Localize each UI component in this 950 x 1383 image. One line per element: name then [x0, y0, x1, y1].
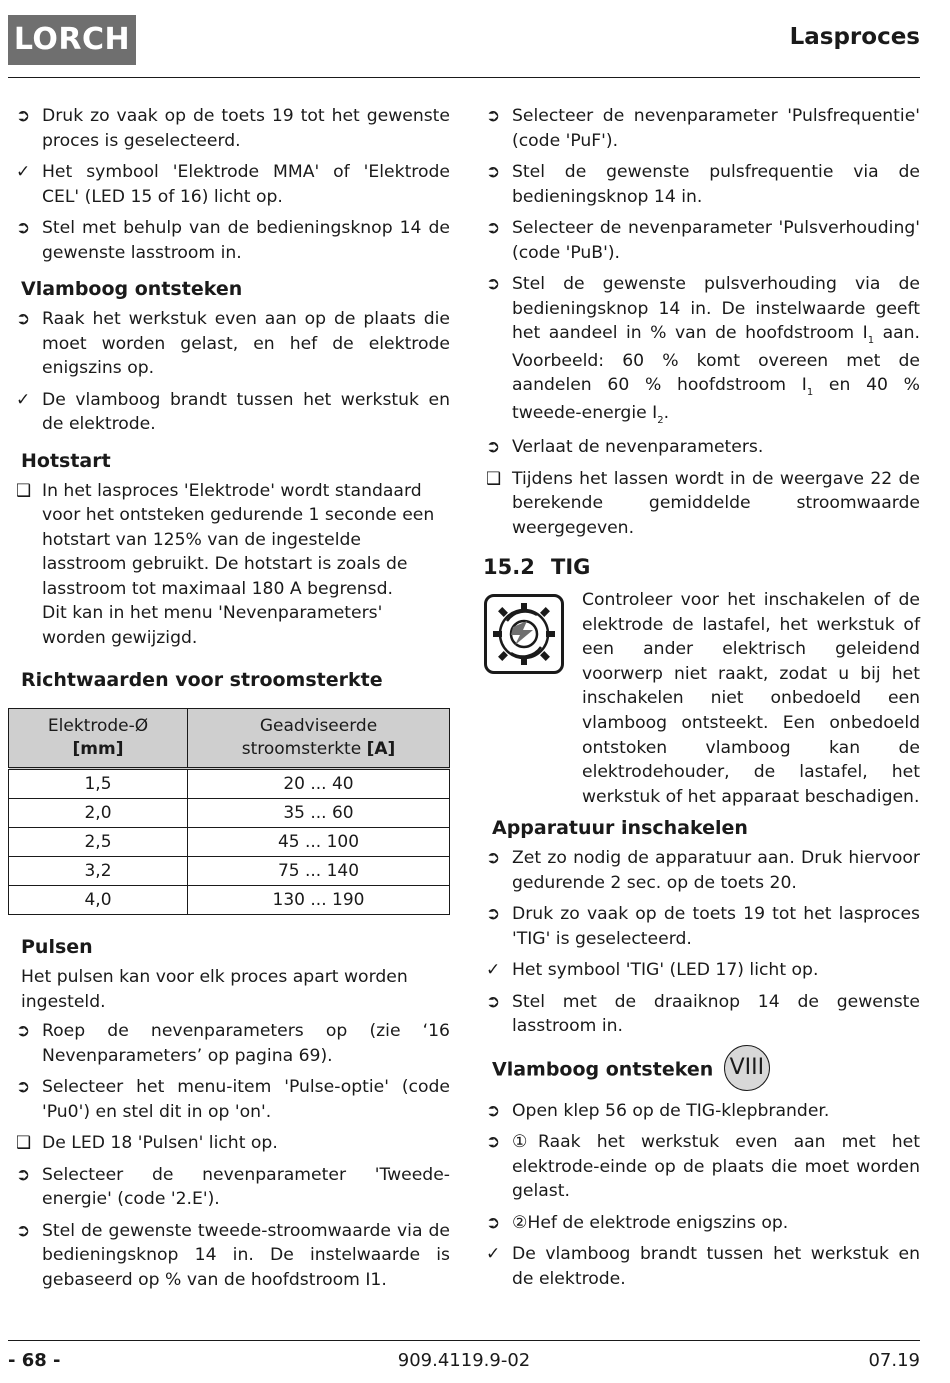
list-item [486, 902, 920, 951]
footer-divider [8, 1340, 920, 1341]
table-row [9, 886, 450, 915]
checkbox-icon: ❑ [486, 468, 502, 489]
list-item-text: Selecteer het menu-item 'Pulse-optie' (code 'Pu0') en stel dit in op 'on'. [42, 1077, 450, 1122]
list-item [16, 307, 450, 381]
list-item-text: Selecteer de nevenparameter 'Pulsverhouding' (code 'PuB'). [512, 218, 920, 263]
arrow-icon: ➲ [16, 309, 31, 329]
table-row [9, 857, 450, 886]
vlamboog-list [16, 307, 450, 437]
arrow-icon: ➲ [16, 106, 31, 126]
left-column [16, 104, 450, 1299]
list-item-text: Verlaat de nevenparameters. [512, 437, 764, 457]
list-item [486, 1211, 920, 1236]
list-item [16, 1219, 450, 1293]
list-item [16, 1163, 450, 1212]
viii-badge: VIII [724, 1045, 770, 1091]
table-cell-current: 130 ... 190 [188, 886, 450, 915]
list-item [486, 1242, 920, 1291]
check-icon: ✓ [16, 389, 31, 410]
page-header [8, 14, 920, 78]
table-cell-current: 20 ... 40 [188, 769, 450, 799]
heading-vlamboog-ontsteken: Vlamboog ontsteken [21, 278, 243, 300]
list-item-text: Het symbool 'TIG' (LED 17) licht op. [512, 960, 819, 980]
lorch-logo: LORCH [8, 15, 136, 65]
list-item [486, 1130, 920, 1204]
table-cell-diameter: 3,2 [9, 857, 188, 886]
list-item-text: Stel met de draaiknop 14 de gewenste lasstroom in. [512, 991, 920, 1036]
list-item [16, 1075, 450, 1124]
list-item [486, 104, 920, 153]
checkbox-icon: ❑ [16, 480, 32, 501]
right-column [483, 104, 921, 1298]
list-item [486, 1099, 920, 1124]
list-item [486, 160, 920, 209]
table-cell-diameter: 4,0 [9, 886, 188, 915]
table-header-current: Geadviseerde stroomsterkte [A] [188, 709, 450, 769]
puls2-list [486, 435, 920, 540]
heading-apparatuur: Apparatuur inschakelen [492, 817, 748, 839]
list-item-text: Druk zo vaak op de toets 19 tot het gewenste proces is geselecteerd. [42, 106, 450, 151]
list-item-text: Tijdens het lassen wordt in de weergave 22 de berekende gemiddelde stroomwaarde weergegeven. [512, 468, 920, 538]
check-icon: ✓ [16, 162, 31, 182]
list-item [16, 160, 450, 209]
list-item-text: ②Hef de elektrode enigszins op. [512, 1212, 789, 1233]
list-item-text: Zet zo nodig de apparatuur aan. Druk hiervoor gedurende 2 sec. op de toets 20. [512, 848, 920, 893]
list-item-text: Selecteer de nevenparameter 'Pulsfrequentie' (code 'PuF'). [512, 106, 920, 151]
list-item-text: Stel de gewenste pulsfrequentie via de bedieningsknop 14 in. [512, 162, 920, 207]
arrow-icon: ➲ [486, 848, 501, 868]
list-item [16, 1019, 450, 1068]
list-item-text: Selecteer de nevenparameter 'Tweede-energie' (code '2.E'). [42, 1164, 450, 1209]
arrow-icon: ➲ [16, 1021, 31, 1041]
arrow-icon: ➲ [486, 991, 501, 1012]
table-row [9, 769, 450, 799]
table-body [9, 769, 450, 915]
page-number: - 68 - [8, 1350, 61, 1371]
pulsverhouding-item: ➲ Stel de gewenste pulsverhouding via de bedieningsknop 14 in. De instelwaarde geeft het aandeel in % van de hoofdstroom $I_1$ aan. Voorbeeld: 60 % komt overeen met de aandelen 60 % hoofdstroom $I_1$ en 40 % tweede-energie $I_2$. [486, 274, 921, 426]
document-date: 07.19 [868, 1350, 920, 1371]
list-item-text: Raak het werkstuk even aan op de plaats die moet worden gelast, en hef de elektrode enigszins op. [42, 309, 450, 378]
heading-hotstart: Hotstart [21, 449, 111, 472]
list-item [16, 388, 450, 437]
table-cell-current: 35 ... 60 [188, 799, 450, 828]
arrow-icon: ➲ [486, 1212, 501, 1233]
list-item-text: De LED 18 'Pulsen' licht op. [42, 1133, 278, 1153]
arrow-icon: ➲ [16, 1220, 31, 1241]
arrow-icon: ➲ [16, 218, 31, 238]
hotstart-text-1: In het lasproces 'Elektrode' wordt standaard voor het ontsteken gedurende 1 seconde een hotstart van 125% van de ingestelde lasstroom gebruikt. De hotstart is zoals de lasstroom tot maximaal 180 A begrensd. [42, 480, 435, 599]
list-item [486, 216, 920, 265]
page-title: Lasproces [789, 24, 920, 50]
list-item-text: De vlamboog brandt tussen het werkstuk en de elektrode. [42, 389, 450, 434]
list-item [16, 216, 450, 265]
arrow-icon: ➲ [486, 274, 501, 294]
hotstart-text-2: Dit kan in het menu 'Nevenparameters' worden gewijzigd. [42, 603, 383, 648]
list-item [486, 990, 920, 1039]
apparatuur-list [486, 846, 920, 1039]
arrow-icon: ➲ [16, 1077, 31, 1097]
list-item [486, 467, 920, 541]
section-number: 15.2 [483, 555, 535, 579]
pulsen-intro: Het pulsen kan voor elk proces apart worden ingesteld. [21, 967, 408, 1012]
list-item [486, 846, 920, 895]
list-item-text: Druk zo vaak op de toets 19 tot het lasproces 'TIG' is geselecteerd. [512, 904, 920, 949]
hotstart-item [16, 479, 450, 651]
table-cell-current: 45 ... 100 [188, 828, 450, 857]
list-item [486, 435, 920, 460]
section-title: TIG [551, 555, 591, 579]
warning-text: Controleer voor het inschakelen of de elektrode de lastafel, het werkstuk of een ander elektrisch geleidend voorwerp niet raakt, zodat u bij het inschakelen niet onbedoeld een vlamboog ontsteekt. Een onbedoeld ontstoken vlamboog kan de elektrodehouder, de lastafel, het werkstuk of het apparaat beschadigen. [582, 590, 920, 807]
arrow-icon: ➲ [486, 162, 501, 182]
list-item-text: Open klep 56 op de TIG-klepbrander. [512, 1100, 830, 1121]
list-item-text: Stel de gewenste tweede-stroomwaarde via de bedieningsknop 14 in. De instelwaarde is gebaseerd op % van de hoofdstroom I1. [42, 1220, 450, 1290]
arrow-icon: ➲ [486, 1100, 501, 1121]
list-item [16, 1131, 450, 1156]
warning-block [486, 588, 920, 807]
table-row [9, 828, 450, 857]
list-item-text: ①Raak het werkstuk even aan met het elektrode-einde op de plaats die moet worden gelast. [512, 1132, 920, 1201]
page-footer [8, 1350, 920, 1374]
intro-list [16, 104, 450, 265]
heading-pulsen: Pulsen [21, 936, 93, 958]
section-heading-tig [483, 554, 920, 580]
document-number: 909.4119.9-02 [397, 1350, 531, 1371]
list-item-text: Roep de nevenparameters op (zie ‘16 Nevenparameters’ op pagina 69). [42, 1021, 450, 1066]
table-cell-diameter: 1,5 [9, 769, 188, 799]
list-item-text: Stel met behulp van de bedieningsknop 14 de gewenste lasstroom in. [42, 218, 450, 263]
list-item [16, 104, 450, 153]
arrow-icon: ➲ [486, 437, 501, 457]
pulsen-list [16, 1019, 450, 1292]
vlamboog-tig-list [486, 1099, 920, 1292]
table-row [9, 799, 450, 828]
arrow-icon: ➲ [486, 218, 501, 238]
current-table [8, 708, 450, 915]
check-icon: ✓ [486, 960, 501, 980]
checkbox-icon: ❑ [16, 1133, 32, 1153]
arrow-icon: ➲ [16, 1164, 31, 1185]
heading-richtwaarden: Richtwaarden voor stroomsterkte [21, 669, 383, 691]
gear-warning-icon [484, 594, 564, 674]
arrow-icon: ➲ [486, 106, 501, 126]
list-item-text: Het symbool 'Elektrode MMA' of 'Elektrode CEL' (LED 15 of 16) licht op. [42, 162, 450, 207]
table-cell-diameter: 2,0 [9, 799, 188, 828]
table-cell-diameter: 2,5 [9, 828, 188, 857]
list-item-text: De vlamboog brandt tussen het werkstuk en de elektrode. [512, 1244, 920, 1289]
table-header-diameter: Elektrode-Ø [mm] [9, 709, 188, 769]
arrow-icon: ➲ [486, 1132, 501, 1152]
puls-list [486, 104, 920, 265]
header-divider [8, 77, 920, 78]
arrow-icon: ➲ [486, 904, 501, 924]
table-cell-current: 75 ... 140 [188, 857, 450, 886]
check-icon: ✓ [486, 1244, 501, 1264]
list-item [486, 958, 920, 983]
heading-vlamboog-tig: Vlamboog ontsteken VIII [492, 1047, 920, 1093]
